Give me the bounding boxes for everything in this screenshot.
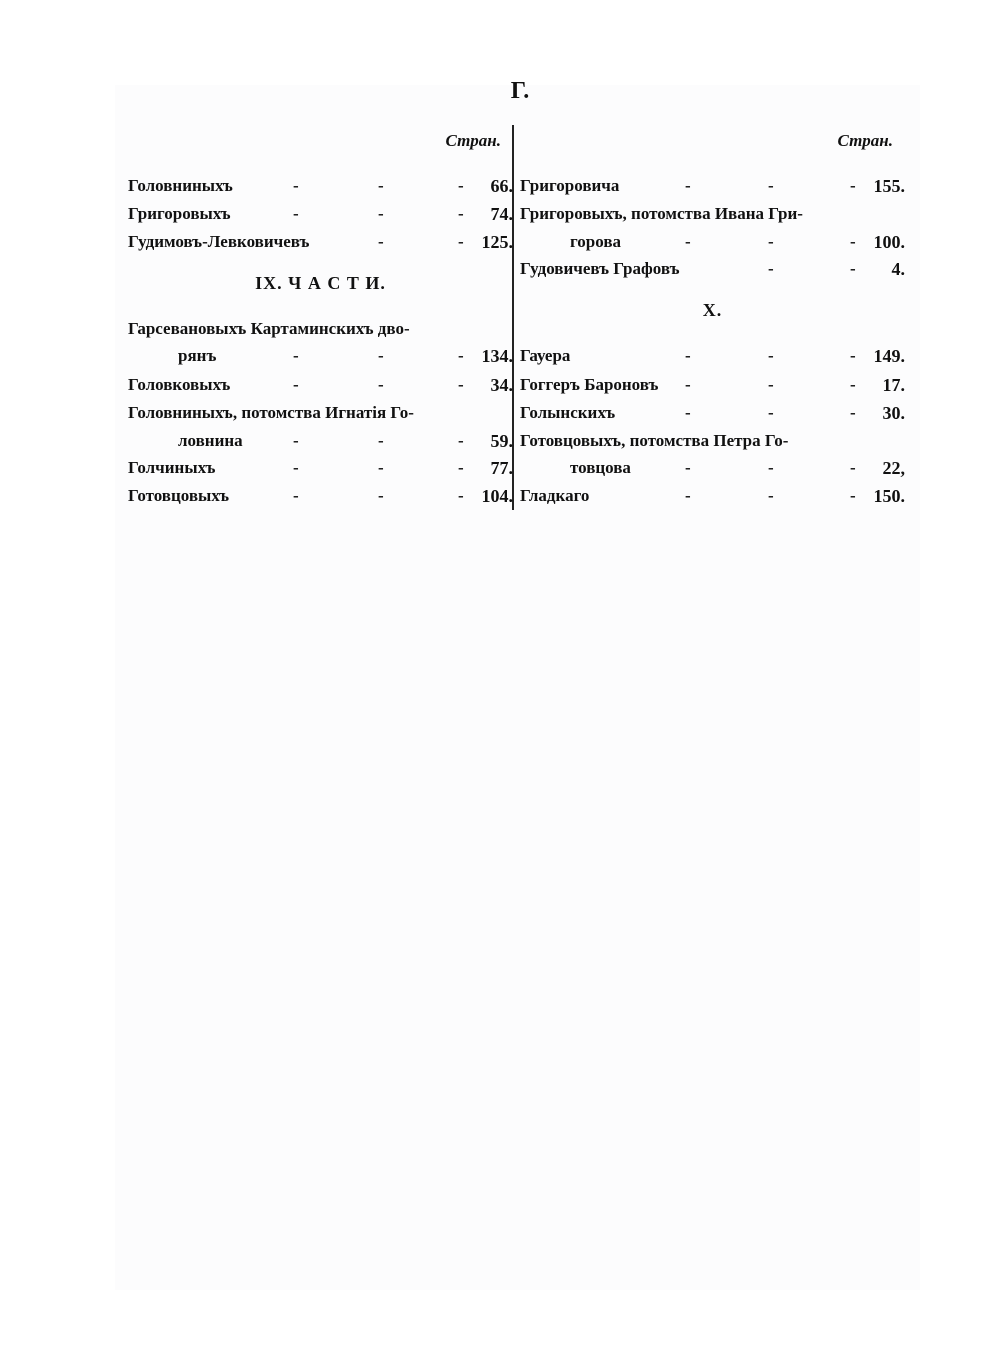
section-letter: Г.: [510, 78, 530, 104]
page-number: 34.: [490, 375, 513, 395]
leader-dash: -: [768, 232, 774, 251]
leader-dash: -: [850, 232, 856, 251]
index-entry: [520, 229, 905, 255]
entry-name: Голынскихъ: [520, 403, 616, 422]
leader-dash: -: [768, 403, 774, 422]
leader-dash: -: [685, 403, 691, 422]
index-entry: [128, 400, 513, 426]
entry-name: Гладкаго: [520, 486, 590, 505]
entry-name: Готовцовыхъ: [128, 486, 230, 505]
leader-dash: -: [458, 204, 464, 223]
index-entry: [128, 173, 513, 199]
leader-dash: -: [293, 458, 299, 477]
index-entry: [520, 201, 905, 227]
leader-dash: -: [768, 486, 774, 505]
leader-dash: -: [850, 259, 856, 278]
entry-name: Головниныхъ: [128, 176, 233, 195]
index-entry: [520, 343, 905, 369]
index-entry: [128, 483, 513, 509]
leader-dash: -: [458, 232, 464, 251]
index-entry: [128, 455, 513, 481]
page-number: 104.: [481, 486, 513, 506]
index-entry: [520, 483, 905, 509]
left-column: [128, 125, 513, 515]
entry-name: Гоггеръ Бароновъ: [520, 375, 659, 394]
entry-name: Гудовичевъ Графовъ: [520, 259, 680, 278]
section-heading: IX. Ч А С Т И.: [255, 273, 386, 293]
entry-name: Головниныхъ, потомства Игнатія Го-: [128, 403, 414, 422]
page-number: 125.: [481, 232, 513, 252]
entry-name: горова: [570, 232, 622, 251]
leader-dash: -: [768, 176, 774, 195]
index-entry: [520, 173, 905, 199]
leader-dash: -: [850, 176, 856, 195]
page-number: 4.: [891, 259, 905, 279]
leader-dash: -: [293, 176, 299, 195]
leader-dash: -: [458, 176, 464, 195]
entry-name: Григоровыхъ, потомства Ивана Гри-: [520, 204, 803, 223]
entry-name: Голчиныхъ: [128, 458, 216, 477]
leader-dash: -: [768, 458, 774, 477]
index-entry: [128, 428, 513, 454]
leader-dash: -: [458, 458, 464, 477]
leader-dash: -: [768, 346, 774, 365]
page-number: 17.: [882, 375, 905, 395]
entry-name: товцова: [570, 458, 631, 477]
index-entry: [128, 229, 513, 255]
index-entry: [520, 372, 905, 398]
leader-dash: -: [685, 232, 691, 251]
leader-dash: -: [378, 458, 384, 477]
page-number: 149.: [873, 346, 905, 366]
leader-dash: -: [685, 486, 691, 505]
index-entry: [520, 400, 905, 426]
page-number: 74.: [490, 204, 513, 224]
index-entry: [520, 256, 905, 282]
entry-name: Григоровича: [520, 176, 620, 195]
leader-dash: -: [685, 458, 691, 477]
index-entry: [128, 201, 513, 227]
right-column: [520, 125, 905, 515]
page-number: 134.: [481, 346, 513, 366]
leader-dash: -: [378, 486, 384, 505]
index-entry: [128, 343, 513, 369]
section-heading: X.: [702, 300, 723, 320]
leader-dash: -: [685, 375, 691, 394]
leader-dash: -: [378, 232, 384, 251]
index-entry: [128, 372, 513, 398]
leader-dash: -: [293, 486, 299, 505]
leader-dash: -: [685, 176, 691, 195]
leader-dash: -: [768, 259, 774, 278]
page-column-header: Стран.: [445, 131, 501, 150]
leader-dash: -: [293, 204, 299, 223]
leader-dash: -: [768, 375, 774, 394]
leader-dash: -: [378, 346, 384, 365]
leader-dash: -: [850, 458, 856, 477]
leader-dash: -: [293, 346, 299, 365]
leader-dash: -: [850, 486, 856, 505]
page-number: 22,: [882, 458, 905, 478]
page-number: 59.: [490, 431, 513, 451]
page-number: 155.: [873, 176, 905, 196]
page-number: 30.: [882, 403, 905, 423]
entry-name: Гауера: [520, 346, 571, 365]
leader-dash: -: [378, 431, 384, 450]
page-number: 150.: [873, 486, 905, 506]
entry-name: ловнина: [178, 431, 243, 450]
index-entry: [520, 455, 905, 481]
leader-dash: -: [293, 431, 299, 450]
entry-name: Головковыхъ: [128, 375, 231, 394]
entry-name: Гудимовъ-Левковичевъ: [128, 232, 310, 251]
leader-dash: -: [378, 204, 384, 223]
page-number: 77.: [490, 458, 513, 478]
entry-name: рянъ: [178, 346, 217, 365]
index-entry: [128, 316, 513, 342]
leader-dash: -: [850, 375, 856, 394]
leader-dash: -: [850, 346, 856, 365]
index-entry: [520, 428, 905, 454]
page-number: 66.: [490, 176, 513, 196]
leader-dash: -: [458, 346, 464, 365]
leader-dash: -: [378, 176, 384, 195]
leader-dash: -: [685, 346, 691, 365]
leader-dash: -: [458, 375, 464, 394]
leader-dash: -: [458, 431, 464, 450]
leader-dash: -: [850, 403, 856, 422]
page-number: 100.: [873, 232, 905, 252]
entry-name: Григоровыхъ: [128, 204, 231, 223]
page-column-header: Стран.: [837, 131, 893, 150]
entry-name: Гарсевановыхъ Картаминскихъ дво-: [128, 319, 410, 338]
leader-dash: -: [378, 375, 384, 394]
leader-dash: -: [293, 375, 299, 394]
entry-name: Готовцовыхъ, потомства Петра Го-: [520, 431, 789, 450]
leader-dash: -: [458, 486, 464, 505]
